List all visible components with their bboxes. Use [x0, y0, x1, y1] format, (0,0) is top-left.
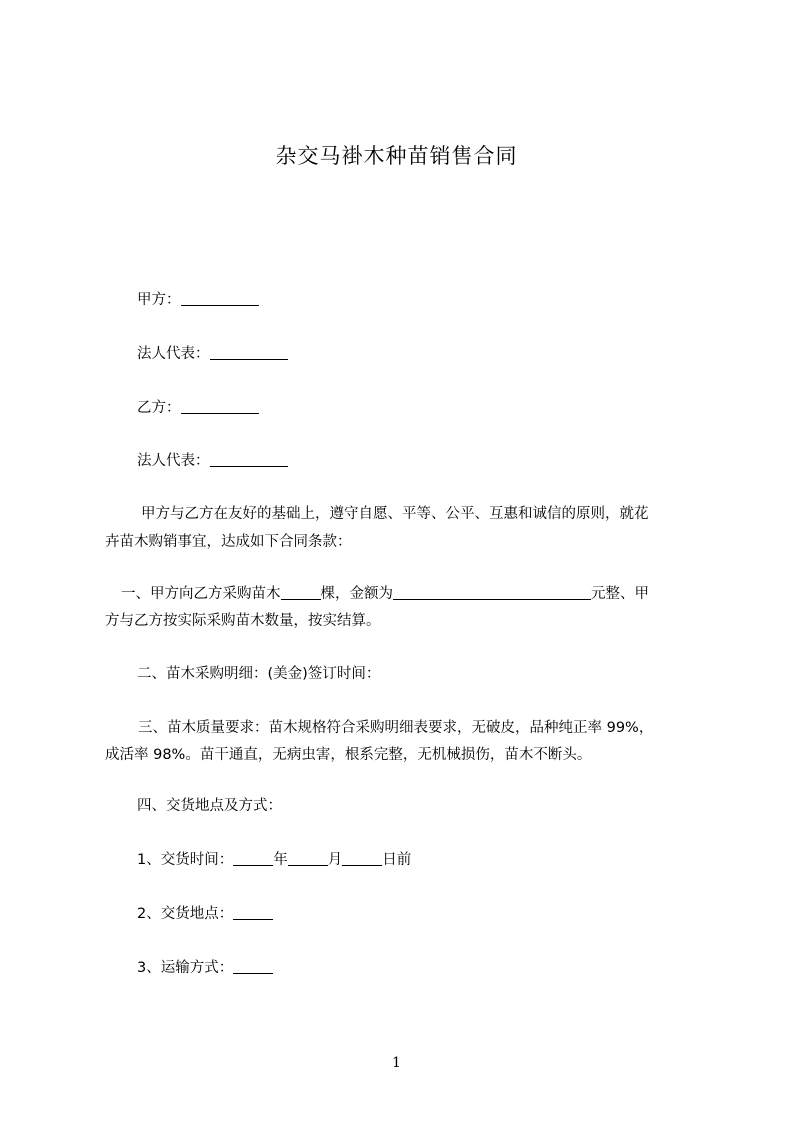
intro-line-2: 卉苗木购销事宜，达成如下合同条款： [105, 534, 352, 550]
intro-line-1: 甲方与乙方在友好的基础上，遵守自愿、平等、公平、互惠和诚信的原则，就花 [141, 506, 649, 522]
party-b-line [105, 394, 737, 423]
clause-1-text-b: 棵，金额为 [320, 586, 393, 602]
clause-1-text-c: 元整、甲 [591, 586, 649, 602]
rep-a-blank [210, 343, 288, 360]
item-3-label: 3、运输方式： [137, 960, 234, 976]
clause-1-quantity-blank [281, 583, 321, 600]
clause-1-line-2: 方与乙方按实际采购苗木数量，按实结算。 [105, 613, 381, 629]
clause-3-line-2: 成活率 98%。苗干通直，无病虫害，根系完整，无机械损伤，苗木不断头。 [105, 747, 592, 763]
clause-3-line-1: 三、苗木质量要求：苗木规格符合采购明细表要求，无破皮，品种纯正率 99%， [138, 720, 654, 736]
item-1-day-blank [342, 849, 382, 866]
document-title: 杂交马褂木种苗销售合同 [275, 144, 518, 168]
clause-2: 二、苗木采购明细：(美金)签订时间： [137, 666, 381, 682]
clause-1-text-a: 一、甲方向乙方采购苗木 [121, 586, 281, 602]
item-3-blank [233, 957, 273, 974]
party-a-label: 甲方： [137, 292, 181, 308]
item-2-line [105, 900, 737, 929]
item-1-month: 月 [327, 852, 343, 868]
clause-4: 四、交货地点及方式： [137, 798, 282, 814]
party-b-blank [181, 397, 259, 414]
rep-a-line [105, 340, 737, 369]
item-1-label: 1、交货时间： [137, 852, 234, 868]
item-1-day: 日前 [382, 852, 412, 868]
page-number: 1 [392, 1055, 401, 1071]
clause-1-amount-blank [393, 583, 591, 600]
rep-a-label: 法人代表： [137, 346, 210, 362]
rep-b-label: 法人代表： [137, 453, 210, 469]
item-1-month-blank [288, 849, 328, 866]
rep-b-blank [210, 450, 288, 467]
item-1-line [105, 846, 737, 875]
party-a-blank [181, 289, 259, 306]
rep-b-line [105, 447, 737, 476]
item-3-line [105, 954, 737, 983]
item-2-label: 2、交货地点： [137, 906, 234, 922]
item-2-blank [233, 903, 273, 920]
item-1-year-blank [233, 849, 273, 866]
item-1-year: 年 [273, 852, 288, 868]
clause-1-line-1 [105, 580, 721, 609]
party-a-line [105, 286, 737, 315]
party-b-label: 乙方： [137, 400, 181, 416]
